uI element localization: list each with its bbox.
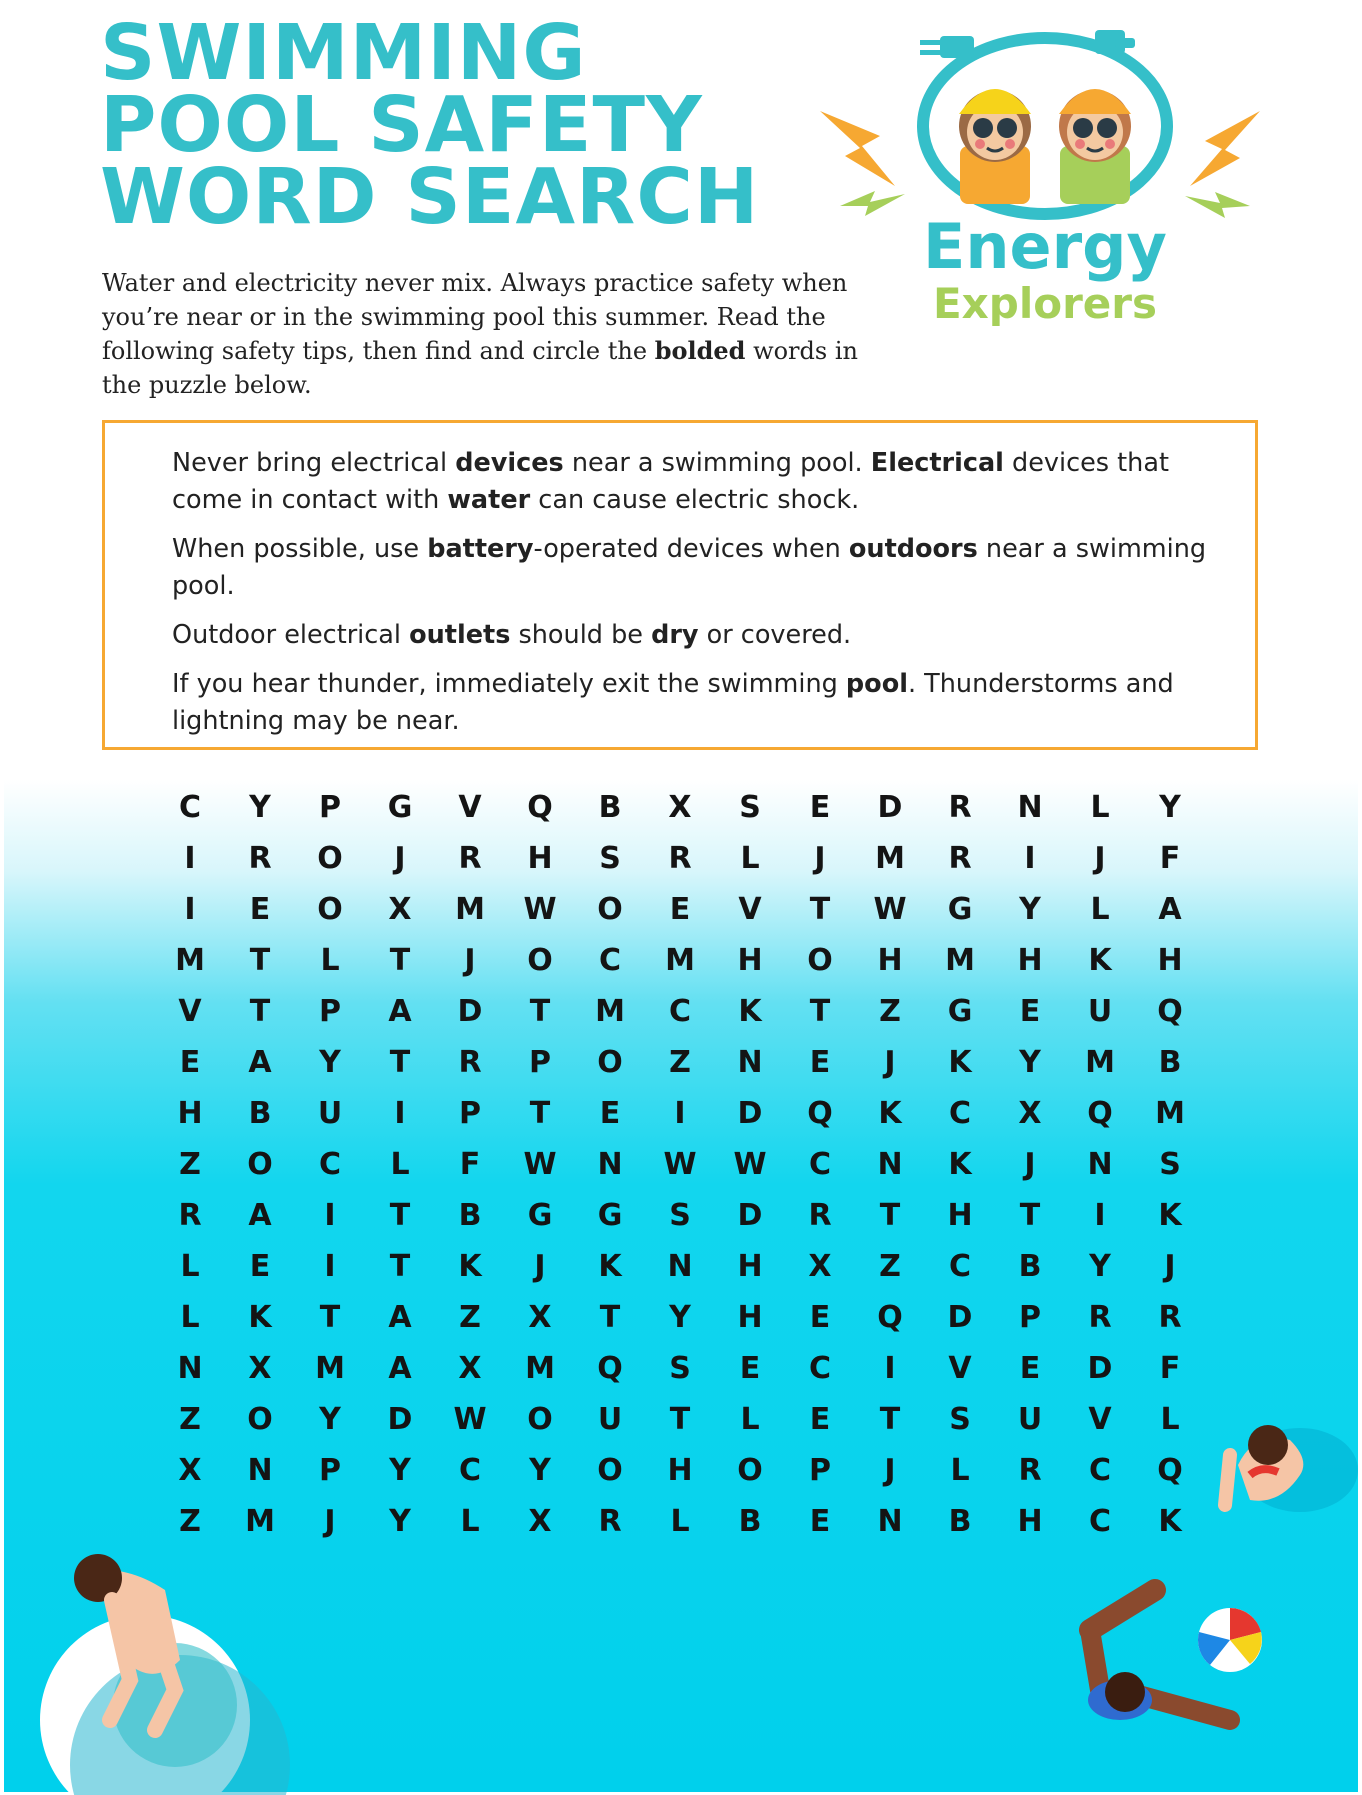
puzzle-letter[interactable]: W: [523, 892, 557, 927]
plug-icon: [1095, 30, 1135, 54]
puzzle-letter[interactable]: L: [460, 1504, 480, 1539]
safety-tip: [172, 445, 1215, 519]
puzzle-letter[interactable]: E: [179, 1045, 201, 1080]
puzzle-letter[interactable]: A: [1158, 892, 1182, 927]
puzzle-letter[interactable]: B: [738, 1504, 762, 1539]
puzzle-letter[interactable]: K: [738, 994, 762, 1029]
puzzle-letter[interactable]: Z: [879, 994, 901, 1029]
puzzle-letter[interactable]: I: [184, 892, 196, 927]
puzzle-letter[interactable]: P: [319, 790, 341, 825]
safety-tips-box: [102, 420, 1258, 750]
puzzle-letter[interactable]: R: [948, 790, 972, 825]
intro-paragraph: [102, 266, 882, 402]
puzzle-letter[interactable]: N: [247, 1453, 273, 1488]
explorer-kid-2: [1059, 89, 1131, 204]
puzzle-letter[interactable]: X: [248, 1351, 272, 1386]
puzzle-letter[interactable]: A: [388, 1351, 412, 1386]
puzzle-letter[interactable]: N: [1087, 1147, 1113, 1182]
tip-keyword: outlets: [409, 620, 511, 650]
puzzle-letter[interactable]: N: [877, 1147, 903, 1182]
puzzle-letter[interactable]: Y: [389, 1453, 411, 1488]
puzzle-letter[interactable]: W: [873, 892, 907, 927]
puzzle-letter[interactable]: O: [317, 841, 343, 876]
puzzle-letter[interactable]: Q: [527, 790, 553, 825]
puzzle-letter[interactable]: Z: [879, 1249, 901, 1284]
puzzle-letter[interactable]: M: [945, 943, 975, 978]
puzzle-letter[interactable]: X: [528, 1300, 552, 1335]
puzzle-letter[interactable]: O: [807, 943, 833, 978]
puzzle-letter[interactable]: D: [737, 1198, 763, 1233]
logo-word-energy: Energy: [923, 210, 1167, 283]
puzzle-letter[interactable]: C: [668, 994, 692, 1029]
tip-keyword: outdoors: [848, 534, 978, 564]
puzzle-letter[interactable]: E: [669, 892, 691, 927]
puzzle-letter[interactable]: Y: [1019, 1045, 1041, 1080]
puzzle-letter[interactable]: C: [948, 1096, 972, 1131]
puzzle-letter[interactable]: W: [523, 1147, 557, 1182]
puzzle-letter[interactable]: Y: [529, 1453, 551, 1488]
energy-explorers-logo: [820, 16, 1270, 326]
safety-tip: [172, 531, 1215, 605]
puzzle-letter[interactable]: M: [455, 892, 485, 927]
puzzle-letter[interactable]: Y: [1159, 790, 1181, 825]
puzzle-letter[interactable]: P: [319, 994, 341, 1029]
puzzle-letter[interactable]: K: [1158, 1198, 1182, 1233]
puzzle-letter[interactable]: L: [180, 1249, 200, 1284]
puzzle-letter[interactable]: M: [175, 943, 205, 978]
puzzle-letter[interactable]: J: [464, 943, 476, 978]
puzzle-letter[interactable]: I: [1024, 841, 1036, 876]
puzzle-letter[interactable]: S: [669, 1198, 691, 1233]
puzzle-letter[interactable]: P: [1019, 1300, 1041, 1335]
puzzle-letter[interactable]: C: [808, 1351, 832, 1386]
intro-bold-word: bolded: [654, 336, 746, 365]
puzzle-letter[interactable]: D: [457, 994, 483, 1029]
puzzle-letter[interactable]: Z: [179, 1504, 201, 1539]
puzzle-letter[interactable]: T: [389, 943, 411, 978]
puzzle-letter[interactable]: T: [529, 1096, 551, 1131]
puzzle-letter[interactable]: I: [1094, 1198, 1106, 1233]
tip-text: . Thunderstorms and lightning may be near.: [172, 669, 1174, 736]
puzzle-letter[interactable]: C: [598, 943, 622, 978]
puzzle-letter[interactable]: L: [740, 841, 760, 876]
puzzle-letter[interactable]: P: [529, 1045, 551, 1080]
puzzle-letter[interactable]: Y: [389, 1504, 411, 1539]
puzzle-letter[interactable]: R: [458, 841, 482, 876]
puzzle-letter[interactable]: T: [669, 1402, 691, 1437]
puzzle-letter[interactable]: L: [740, 1402, 760, 1437]
lightning-bolt-icon: [1185, 192, 1250, 218]
puzzle-letter[interactable]: M: [875, 841, 905, 876]
puzzle-letter[interactable]: O: [597, 1453, 623, 1488]
puzzle-letter[interactable]: Z: [179, 1402, 201, 1437]
puzzle-letter[interactable]: T: [809, 892, 831, 927]
puzzle-letter[interactable]: V: [948, 1351, 972, 1386]
puzzle-letter[interactable]: Q: [807, 1096, 833, 1131]
puzzle-letter[interactable]: M: [665, 943, 695, 978]
tip-keyword: Electrical: [870, 448, 1004, 478]
puzzle-letter[interactable]: O: [247, 1147, 273, 1182]
puzzle-letter[interactable]: R: [248, 841, 272, 876]
puzzle-letter[interactable]: T: [879, 1198, 901, 1233]
puzzle-letter[interactable]: R: [668, 841, 692, 876]
puzzle-letter[interactable]: N: [667, 1249, 693, 1284]
explorer-kid-1: [959, 89, 1031, 204]
puzzle-letter[interactable]: U: [317, 1096, 343, 1131]
puzzle-letter[interactable]: H: [737, 1249, 763, 1284]
puzzle-letter[interactable]: R: [808, 1198, 832, 1233]
puzzle-letter[interactable]: E: [249, 892, 271, 927]
puzzle-letter[interactable]: E: [809, 790, 831, 825]
puzzle-letter[interactable]: O: [317, 892, 343, 927]
puzzle-letter[interactable]: R: [1018, 1453, 1042, 1488]
puzzle-letter[interactable]: T: [1019, 1198, 1041, 1233]
puzzle-letter[interactable]: K: [948, 1147, 972, 1182]
puzzle-letter[interactable]: T: [599, 1300, 621, 1335]
puzzle-letter[interactable]: X: [808, 1249, 832, 1284]
lightning-bolt-icon: [840, 191, 905, 216]
puzzle-letter[interactable]: I: [324, 1249, 336, 1284]
word-search-grid: [155, 782, 1225, 1547]
puzzle-letter[interactable]: U: [597, 1402, 623, 1437]
puzzle-letter[interactable]: H: [527, 841, 553, 876]
page-title: [100, 9, 760, 242]
puzzle-letter[interactable]: L: [950, 1453, 970, 1488]
puzzle-letter[interactable]: R: [1088, 1300, 1112, 1335]
puzzle-letter[interactable]: V: [178, 994, 202, 1029]
puzzle-letter[interactable]: C: [318, 1147, 342, 1182]
puzzle-letter[interactable]: J: [884, 1453, 896, 1488]
puzzle-letter[interactable]: K: [878, 1096, 902, 1131]
puzzle-letter[interactable]: I: [884, 1351, 896, 1386]
puzzle-letter[interactable]: G: [947, 892, 973, 927]
puzzle-letter[interactable]: H: [877, 943, 903, 978]
puzzle-letter[interactable]: E: [599, 1096, 621, 1131]
puzzle-letter[interactable]: F: [1159, 1351, 1181, 1386]
puzzle-letter[interactable]: I: [674, 1096, 686, 1131]
puzzle-letter[interactable]: D: [947, 1300, 973, 1335]
puzzle-letter[interactable]: G: [597, 1198, 623, 1233]
puzzle-letter[interactable]: C: [1088, 1453, 1112, 1488]
puzzle-letter[interactable]: K: [248, 1300, 272, 1335]
puzzle-letter[interactable]: N: [177, 1351, 203, 1386]
puzzle-letter[interactable]: T: [389, 1198, 411, 1233]
puzzle-letter[interactable]: X: [1018, 1096, 1042, 1131]
puzzle-letter[interactable]: G: [387, 790, 413, 825]
puzzle-letter[interactable]: Z: [669, 1045, 691, 1080]
puzzle-letter[interactable]: S: [669, 1351, 691, 1386]
puzzle-letter[interactable]: O: [247, 1402, 273, 1437]
puzzle-letter[interactable]: S: [949, 1402, 971, 1437]
tip-text: -operated devices when: [533, 534, 849, 564]
puzzle-letter[interactable]: O: [527, 1402, 553, 1437]
puzzle-letter[interactable]: Y: [319, 1402, 341, 1437]
tip-text: devices that come in contact with: [172, 448, 1169, 515]
puzzle-letter[interactable]: K: [1158, 1504, 1182, 1539]
puzzle-letter[interactable]: Q: [597, 1351, 623, 1386]
puzzle-letter[interactable]: T: [529, 994, 551, 1029]
puzzle-letter[interactable]: R: [458, 1045, 482, 1080]
puzzle-letter[interactable]: X: [458, 1351, 482, 1386]
puzzle-letter[interactable]: T: [809, 994, 831, 1029]
puzzle-letter[interactable]: O: [597, 892, 623, 927]
title-line-1: SWIMMING: [100, 9, 587, 98]
puzzle-letter[interactable]: R: [948, 841, 972, 876]
puzzle-letter[interactable]: S: [1159, 1147, 1181, 1182]
puzzle-letter[interactable]: S: [739, 790, 761, 825]
puzzle-letter[interactable]: C: [808, 1147, 832, 1182]
puzzle-letter[interactable]: E: [1019, 1351, 1041, 1386]
tip-text: When possible, use: [172, 534, 428, 564]
puzzle-letter[interactable]: X: [388, 892, 412, 927]
puzzle-letter[interactable]: Q: [1157, 1453, 1183, 1488]
puzzle-letter[interactable]: J: [324, 1504, 336, 1539]
tip-keyword: dry: [651, 620, 699, 650]
puzzle-letter[interactable]: C: [178, 790, 202, 825]
lightning-bolt-icon: [1190, 111, 1260, 186]
puzzle-letter[interactable]: L: [1160, 1402, 1180, 1437]
puzzle-letter[interactable]: X: [668, 790, 692, 825]
puzzle-letter[interactable]: C: [948, 1249, 972, 1284]
tip-keyword: devices: [455, 448, 564, 478]
puzzle-letter[interactable]: E: [249, 1249, 271, 1284]
puzzle-letter[interactable]: E: [809, 1504, 831, 1539]
puzzle-letter[interactable]: L: [1090, 790, 1110, 825]
puzzle-letter[interactable]: T: [389, 1249, 411, 1284]
puzzle-letter[interactable]: Y: [1089, 1249, 1111, 1284]
puzzle-letter[interactable]: A: [388, 994, 412, 1029]
puzzle-letter[interactable]: J: [1164, 1249, 1176, 1284]
puzzle-letter[interactable]: T: [249, 994, 271, 1029]
puzzle-letter[interactable]: X: [528, 1504, 552, 1539]
puzzle-letter[interactable]: Y: [249, 790, 271, 825]
puzzle-letter[interactable]: B: [458, 1198, 482, 1233]
puzzle-letter[interactable]: L: [180, 1300, 200, 1335]
puzzle-letter[interactable]: K: [1088, 943, 1112, 978]
puzzle-letter[interactable]: I: [394, 1096, 406, 1131]
puzzle-letter[interactable]: M: [595, 994, 625, 1029]
puzzle-letter[interactable]: O: [527, 943, 553, 978]
puzzle-letter[interactable]: Q: [1087, 1096, 1113, 1131]
tip-text: should be: [510, 620, 652, 650]
safety-tip: [172, 617, 1215, 654]
puzzle-letter[interactable]: H: [947, 1198, 973, 1233]
puzzle-letter[interactable]: J: [394, 841, 406, 876]
puzzle-letter[interactable]: J: [1024, 1147, 1036, 1182]
puzzle-letter[interactable]: C: [1088, 1504, 1112, 1539]
puzzle-letter[interactable]: I: [324, 1198, 336, 1233]
puzzle-letter[interactable]: V: [738, 892, 762, 927]
plug-icon: [920, 36, 974, 58]
puzzle-letter[interactable]: M: [315, 1351, 345, 1386]
puzzle-letter[interactable]: L: [670, 1504, 690, 1539]
puzzle-letter[interactable]: G: [527, 1198, 553, 1233]
puzzle-letter[interactable]: C: [458, 1453, 482, 1488]
puzzle-letter[interactable]: J: [534, 1249, 546, 1284]
puzzle-letter[interactable]: P: [809, 1453, 831, 1488]
puzzle-letter[interactable]: B: [248, 1096, 272, 1131]
puzzle-letter[interactable]: B: [948, 1504, 972, 1539]
puzzle-letter[interactable]: Y: [669, 1300, 691, 1335]
logo-word-explorers: Explorers: [932, 279, 1158, 326]
puzzle-letter[interactable]: E: [739, 1351, 761, 1386]
tip-text: can cause electric shock.: [530, 485, 860, 515]
puzzle-letter[interactable]: F: [459, 1147, 481, 1182]
puzzle-letter[interactable]: X: [178, 1453, 202, 1488]
puzzle-letter[interactable]: I: [184, 841, 196, 876]
puzzle-letter[interactable]: G: [947, 994, 973, 1029]
intro-text-start: Water and electricity never mix. Always practice safety when you’re near or in the swimming pool this summer. Read the following safety tips, then find and circle the: [102, 269, 848, 365]
puzzle-letter[interactable]: M: [1085, 1045, 1115, 1080]
puzzle-letter[interactable]: M: [525, 1351, 555, 1386]
puzzle-letter[interactable]: J: [884, 1045, 896, 1080]
puzzle-letter[interactable]: K: [458, 1249, 482, 1284]
puzzle-letter[interactable]: L: [390, 1147, 410, 1182]
puzzle-letter[interactable]: E: [809, 1300, 831, 1335]
puzzle-letter[interactable]: U: [1087, 994, 1113, 1029]
tip-text: near a swimming pool.: [563, 448, 871, 478]
puzzle-letter[interactable]: R: [598, 1504, 622, 1539]
tip-keyword: water: [447, 485, 531, 515]
tip-keyword: pool: [845, 669, 908, 699]
puzzle-letter[interactable]: B: [1158, 1045, 1182, 1080]
puzzle-letter[interactable]: J: [1094, 841, 1106, 876]
puzzle-letter[interactable]: O: [737, 1453, 763, 1488]
lightning-bolt-icon: [820, 111, 895, 186]
puzzle-letter[interactable]: L: [1090, 892, 1110, 927]
puzzle-letter[interactable]: A: [248, 1045, 272, 1080]
puzzle-letter[interactable]: N: [877, 1504, 903, 1539]
puzzle-letter[interactable]: Y: [319, 1045, 341, 1080]
puzzle-letter[interactable]: T: [249, 943, 271, 978]
title-line-2: POOL SAFETY: [100, 81, 703, 170]
puzzle-letter[interactable]: D: [737, 1096, 763, 1131]
puzzle-letter[interactable]: A: [388, 1300, 412, 1335]
puzzle-letter[interactable]: N: [737, 1045, 763, 1080]
tip-keyword: battery: [427, 534, 534, 564]
puzzle-letter[interactable]: M: [245, 1504, 275, 1539]
puzzle-letter[interactable]: D: [877, 790, 903, 825]
puzzle-letter[interactable]: E: [1019, 994, 1041, 1029]
puzzle-letter[interactable]: R: [1158, 1300, 1182, 1335]
puzzle-letter[interactable]: E: [809, 1402, 831, 1437]
puzzle-letter[interactable]: H: [1017, 943, 1043, 978]
intro-text-end: words in the puzzle below.: [102, 337, 858, 399]
puzzle-letter[interactable]: U: [1017, 1402, 1043, 1437]
puzzle-letter[interactable]: B: [598, 790, 622, 825]
puzzle-letter[interactable]: V: [1088, 1402, 1112, 1437]
tip-text: Outdoor electrical: [172, 620, 410, 650]
puzzle-letter[interactable]: A: [248, 1198, 272, 1233]
puzzle-letter[interactable]: J: [814, 841, 826, 876]
puzzle-letter[interactable]: R: [178, 1198, 202, 1233]
puzzle-letter[interactable]: T: [389, 1045, 411, 1080]
puzzle-letter[interactable]: W: [453, 1402, 487, 1437]
puzzle-letter[interactable]: F: [1159, 841, 1181, 876]
puzzle-letter[interactable]: W: [663, 1147, 697, 1182]
puzzle-letter[interactable]: H: [1017, 1504, 1043, 1539]
puzzle-letter[interactable]: E: [809, 1045, 831, 1080]
puzzle-letter[interactable]: D: [387, 1402, 413, 1437]
puzzle-letter[interactable]: M: [1155, 1096, 1185, 1131]
title-line-3: WORD SEARCH: [100, 153, 760, 242]
puzzle-letter[interactable]: D: [1087, 1351, 1113, 1386]
tip-text: or covered.: [698, 620, 852, 650]
puzzle-letter[interactable]: Z: [459, 1300, 481, 1335]
puzzle-letter[interactable]: L: [320, 943, 340, 978]
puzzle-letter[interactable]: Q: [1157, 994, 1183, 1029]
puzzle-letter[interactable]: K: [598, 1249, 622, 1284]
tip-text: Never bring electrical: [172, 448, 456, 478]
puzzle-letter[interactable]: O: [597, 1045, 623, 1080]
puzzle-letter[interactable]: V: [458, 790, 482, 825]
puzzle-letter[interactable]: K: [948, 1045, 972, 1080]
puzzle-letter[interactable]: H: [667, 1453, 693, 1488]
safety-tip: [172, 666, 1215, 740]
puzzle-letter[interactable]: H: [737, 1300, 763, 1335]
puzzle-letter[interactable]: N: [597, 1147, 623, 1182]
puzzle-letter[interactable]: P: [459, 1096, 481, 1131]
tip-text: If you hear thunder, immediately exit the swimming: [172, 669, 846, 699]
puzzle-letter[interactable]: S: [599, 841, 621, 876]
puzzle-letter[interactable]: W: [733, 1147, 767, 1182]
puzzle-letter[interactable]: H: [1157, 943, 1183, 978]
puzzle-letter[interactable]: N: [1017, 790, 1043, 825]
puzzle-letter[interactable]: Z: [179, 1147, 201, 1182]
puzzle-letter[interactable]: Q: [877, 1300, 903, 1335]
tip-text: near a swimming pool.: [172, 534, 1207, 601]
puzzle-letter[interactable]: T: [319, 1300, 341, 1335]
puzzle-letter[interactable]: B: [1018, 1249, 1042, 1284]
puzzle-letter[interactable]: T: [879, 1402, 901, 1437]
puzzle-letter[interactable]: P: [319, 1453, 341, 1488]
puzzle-letter[interactable]: Y: [1019, 892, 1041, 927]
puzzle-letter[interactable]: H: [737, 943, 763, 978]
puzzle-letter[interactable]: H: [177, 1096, 203, 1131]
